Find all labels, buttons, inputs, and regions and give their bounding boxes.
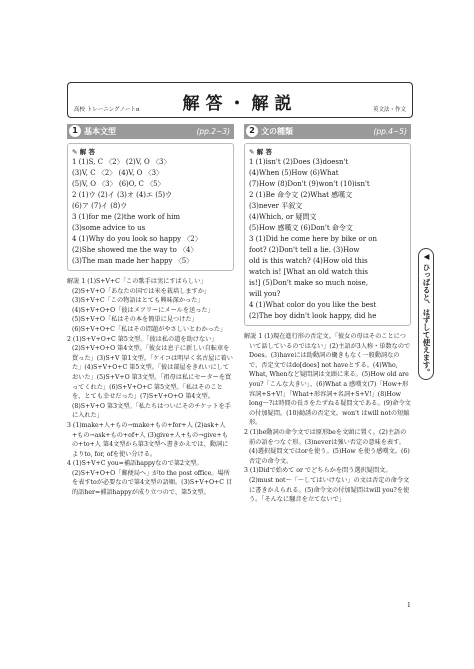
book-title: 高校 トレーニングノートα — [74, 107, 140, 113]
answers-heading: ✎ 解 答 — [249, 148, 272, 156]
answers-heading: ✎ 解 答 — [72, 148, 95, 156]
answer-line: 4 (1)Why do you look so happy 〈2〉 — [72, 235, 202, 243]
answer-line: 1 (1)S, C 〈2〉 (2)V, O 〈3〉 — [72, 158, 171, 166]
page-header — [67, 82, 413, 118]
left-column — [67, 124, 234, 498]
section-heading-1 — [67, 124, 234, 139]
answer-line: (3)The man made her happy 〈5〉 — [72, 257, 194, 265]
answers-list — [72, 157, 229, 267]
answer-line: (4)When (5)How (6)What — [249, 169, 339, 177]
answer-line: (3)some advice to us — [72, 224, 146, 232]
explanation-paragraph: 3 (1)make+人+もの→make+もの+for+人 (2)ask+人+もの→ask+もの+of+人 (3)give+人+もの→give+もの+to+人 第4文型から第3文型へ書きかえでは、動詞によりto, for, ofを使い分ける。 — [67, 421, 229, 458]
explanation-paragraph: 2 (1)be動詞の命令文では原形beを文頭に置く。(2)主語の前の語をつなぐ形。(3)neverは強い否定の意味を表す。(4)選択疑問文ではorを使う。(5)How を使う感嘆文。(6)否定の命令文。 — [244, 428, 410, 465]
explanation-paragraph: 3 (1)Didで始めて or でどちらかを問う選択疑問文。(2)must not〜「〜してはいけない」の文は否定の命令文に書きかえられる。(5)命令文の付加疑問はwill you?を使う。「そんなに騒音を立てないで」 — [244, 467, 410, 504]
answer-line: (6)ア (7)イ (8)ウ — [72, 202, 128, 210]
explanations — [67, 277, 234, 498]
section-title: 基本文型 — [84, 127, 116, 136]
page-range: (pp.4~5) — [373, 127, 407, 136]
answer-line: (3)never 平叙文 — [249, 202, 303, 210]
answer-line: 3 (1)for me (2)the work of him — [72, 213, 181, 221]
section-number: 1 — [69, 125, 81, 137]
arrow-icon: ◀ — [422, 251, 431, 264]
page-number: 1 — [407, 602, 411, 609]
answer-line: foot? (2)Don't tell a lie. (3)How — [249, 246, 360, 254]
section-title: 文の種類 — [261, 127, 293, 136]
answer-line: 2 (1)ウ (2)イ (3)オ (4)エ (5)ウ — [72, 191, 173, 199]
answer-line: (4)Which, or 疑問文 — [249, 213, 317, 221]
answer-line: (2)She showed me the way to 〈4〉 — [72, 246, 198, 254]
answer-line: 1 (1)isn't (2)Does (3)doesn't — [249, 158, 349, 166]
answer-line: (2)The boy didn't look happy, did he — [249, 312, 377, 320]
answer-line: 4 (1)What color do you like the best — [249, 301, 377, 309]
answer-line: (7)How (8)Don't (9)won't (10)isn't — [249, 180, 370, 188]
answer-line: (3)V, C 〈2〉 (4)V, O 〈3〉 — [72, 169, 164, 177]
answer-line: old is this watch? (4)How old this — [249, 257, 368, 265]
answer-line: (5)V, O 〈3〉 (6)O, C 〈5〉 — [72, 180, 165, 188]
answer-line: 3 (1)Did he come here by bike or on — [249, 235, 378, 243]
answer-line: is!] (5)Don't make so much noise, — [249, 279, 368, 287]
answer-line: 2 (1)Be 命令文 (2)What 感嘆文 — [249, 191, 353, 199]
page-title: 解答・解説 — [182, 94, 298, 114]
answer-line: will you? — [249, 290, 281, 298]
section-number: 2 — [246, 125, 258, 137]
tab-label: ひっぱると、はずして使えます。 — [422, 263, 431, 377]
explanation-paragraph: 4 (1)S+V+C you=補語happyなので第2文型。(2)S+V+O+O「郵便局へ」がto the post office。場所を表すtoが必要なので第4文型の語順。(3)S+V+O+C 目的語her=補語happyが成り立つので、第5文型。 — [67, 460, 233, 497]
answers-list — [249, 157, 406, 322]
answer-line: (5)How 感嘆文 (6)Don't 命令文 — [249, 224, 353, 232]
page-range: (pp.2~3) — [196, 127, 230, 136]
explanations — [244, 332, 411, 505]
explanation-paragraph: 2 (1)S+V+O+C 第5文型。「彼は私の道を助けない」(2)S+V+O+O 第4文型。「彼女は息子に新しい自転車を買った」(3)S+V 第1文型。「ケイコは明早く名古屋に着いた」(4)S+V+O+C 第5文型。「彼は部屋をきれいにしておいた」(5)S+V+O 第3文型。「祖母は私にセーターを買ってくれた」(6)S+V+O+C 第5文型。「私はそのことを、とても幸せだった」(7)S+V+O+O 第4文型。(8)S+V+O 第3文型。「私たちはついにそのチケットを手に入れた」 — [67, 335, 233, 420]
explanation-paragraph: 解説 1 (1)現在進行形の否定文。「彼女の母はそのことについて話しているのではない」(2)主語が3人称・単数なのでDoes。(3)haveには助動詞の働きもなく一般動詞なので、否定文ではdo[does] not haveとする。(4)Who, What, Whenなど疑問詞は文頭に来る。(5)How old are you?「こんな大きい」、(6)What a 感嘆文(7)「How+形容詞+S+V!」「What+形容詞+名詞+S+V!」(8)How long〜?は時間の長さをたずねる疑問文である。(9)命令文の付加疑問。(10)勧誘の否定文。won't はwill notの短縮形。 — [244, 333, 411, 427]
explanation-paragraph: 解説 1 (1)S+V+C「この歌手は実にすばらしい」(2)S+V+O「あなたの国では米を栽培しますか」(3)S+V+C「この物語はとても興味深かった」(4)S+V+O+O「彼はメアリーにメールを送った」(5)S+V+O「私はその本を簡単に見つけた」(6)S+V+O+C「私はその問題がやさしいとわかった」 — [67, 278, 227, 333]
section-heading-2 — [244, 124, 411, 139]
answer-line: watch is! [What an old watch this — [249, 268, 368, 276]
section-label: 英文法・作文 — [372, 107, 406, 113]
answers-box — [244, 143, 411, 326]
pull-out-tab[interactable] — [418, 248, 434, 380]
right-column — [244, 124, 411, 505]
answers-box — [67, 143, 234, 271]
